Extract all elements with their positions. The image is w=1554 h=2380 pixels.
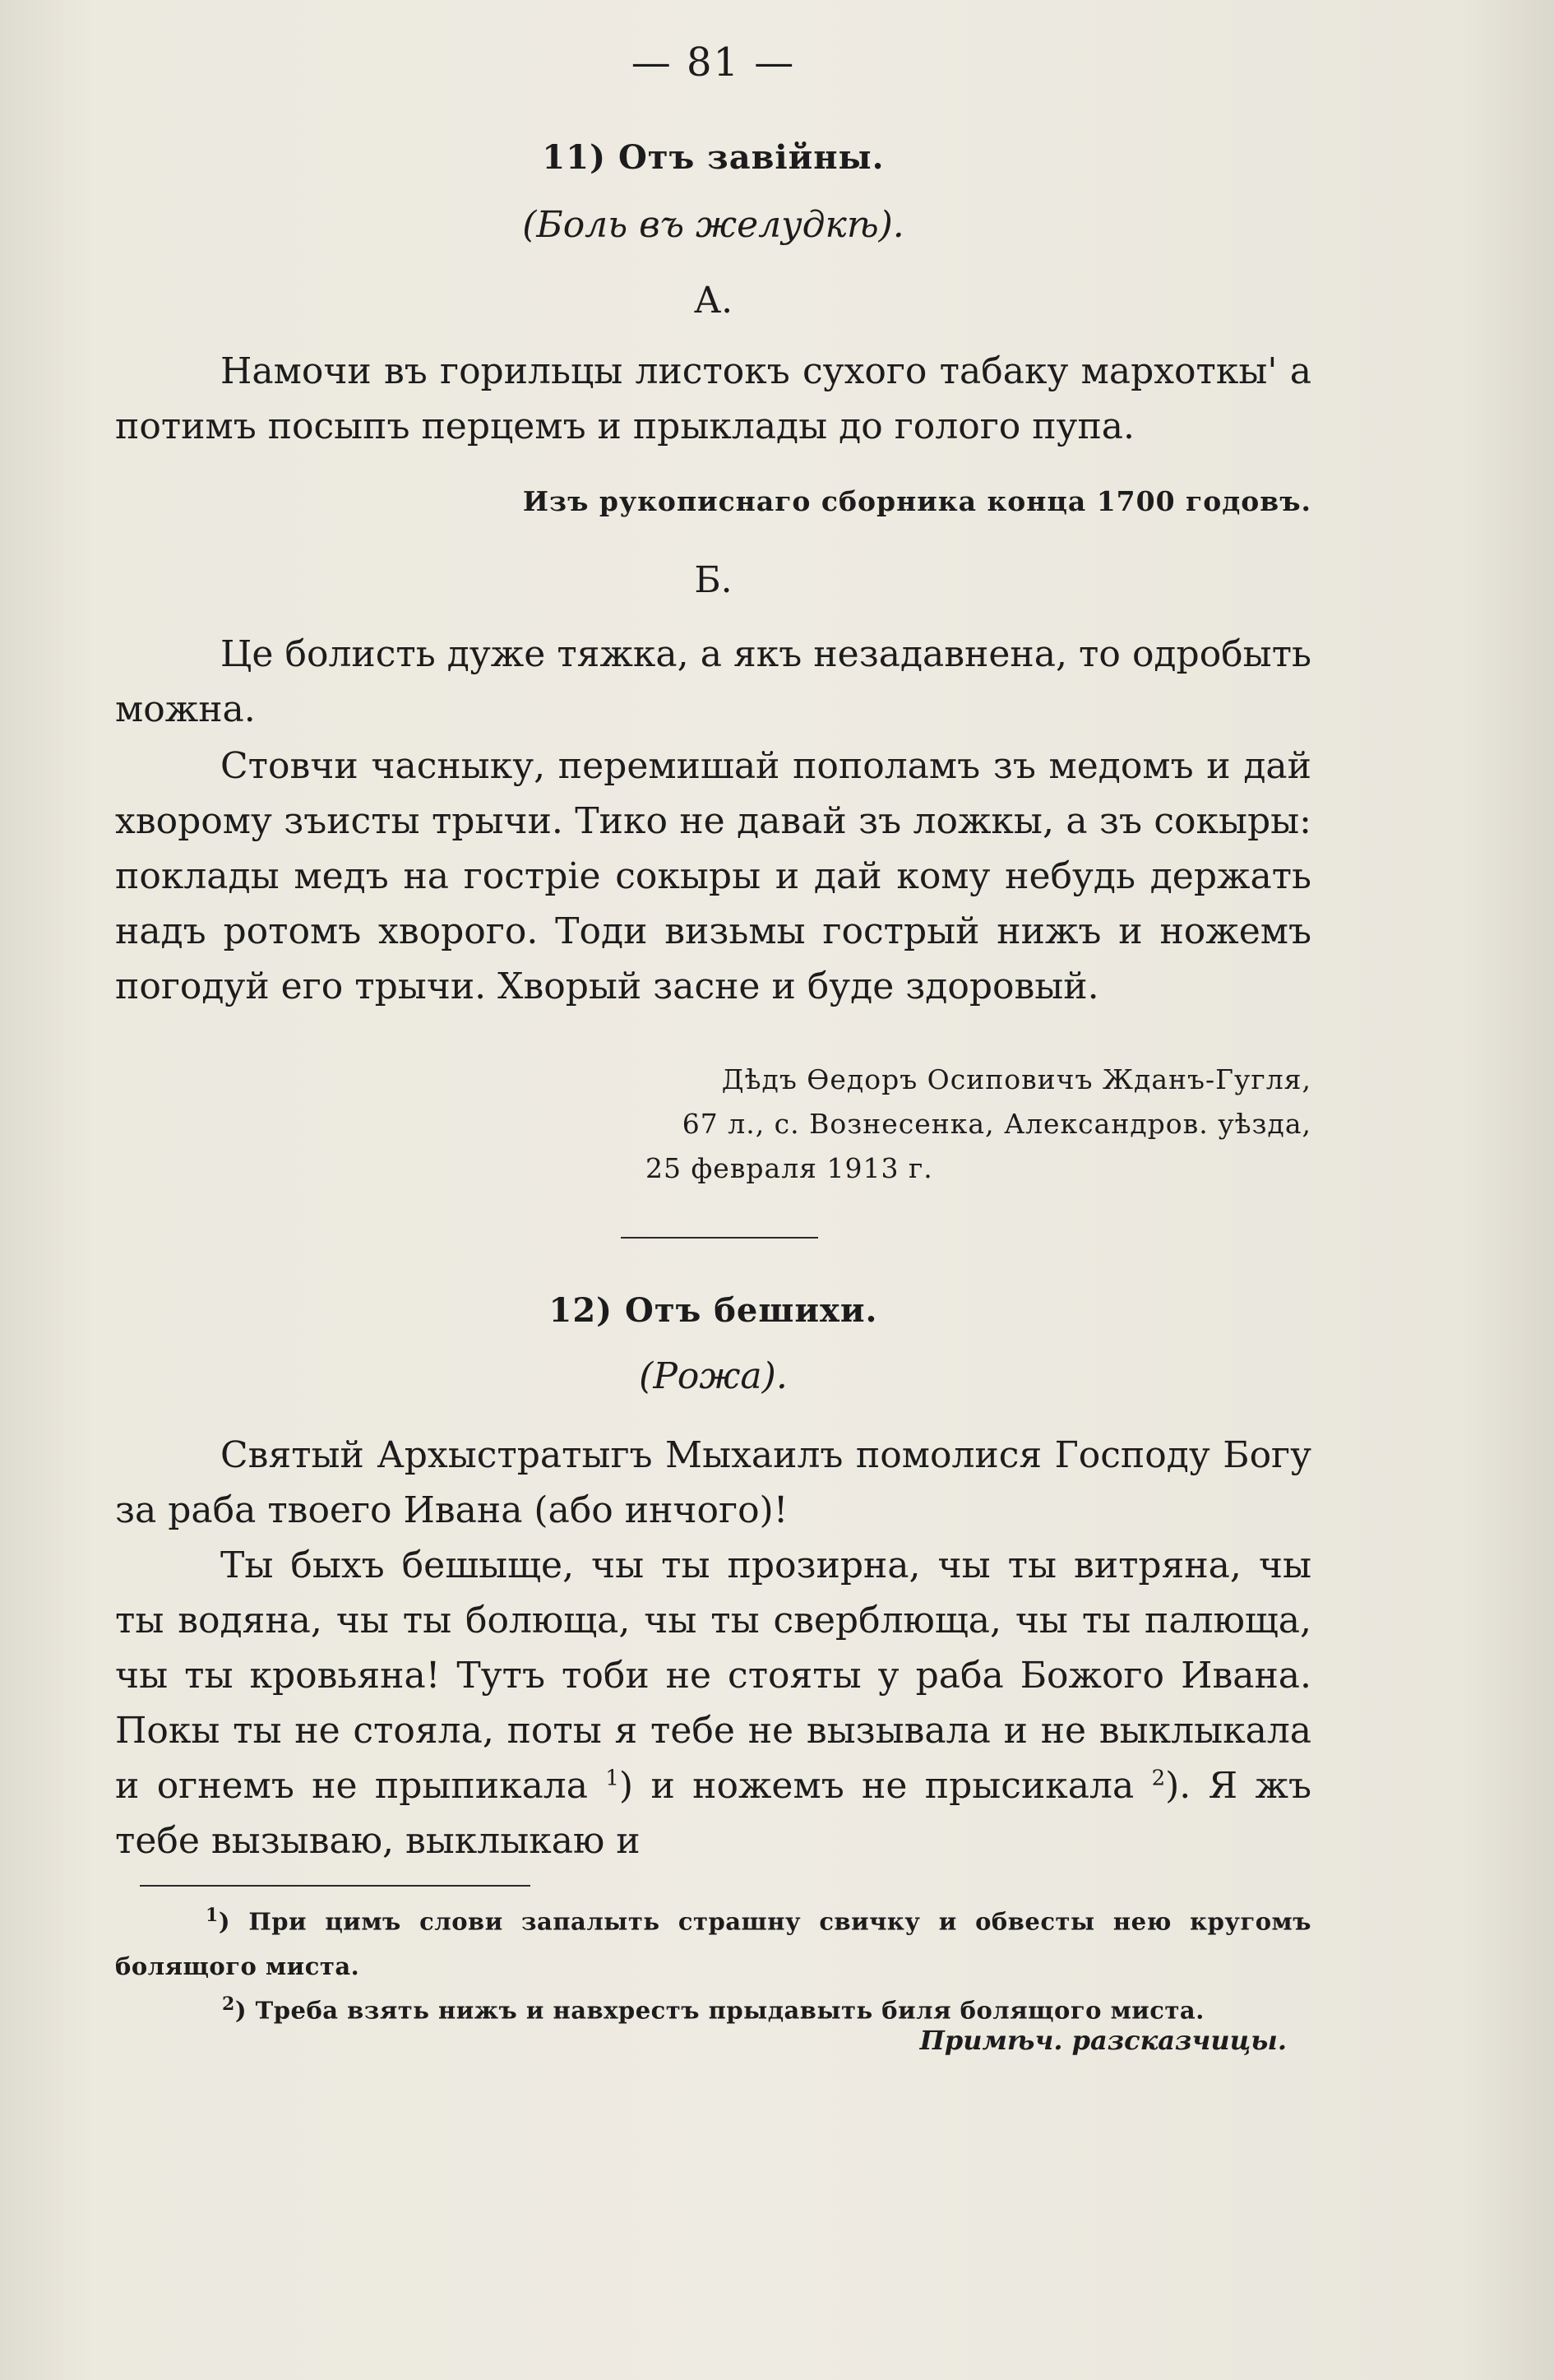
part-a-paragraph: Намочи въ горильцы листокъ сухого табаку мархоткы' а потимъ посыпъ перцемъ и прыклады до голого пупа.	[115, 350, 1311, 447]
section-12-paragraph-2-text-a: Ты быхъ бешыще, чы ты прозирна, чы ты витряна, чы ты водяна, чы ты болюща, чы ты сверблюща, чы ты палюща, чы ты кровьяна! Тутъ тоби не стояты у раба Божого Ивана. Покы ты не стояла, поты я тебе не вызывала и не выклыкала и огнемъ не прыпикала	[115, 1544, 1311, 1807]
footnote-2-marker: 2	[222, 1993, 235, 2015]
footnote-marker-1: 1	[605, 1766, 619, 1791]
page-number: — 81 —	[631, 39, 796, 86]
signature-line-1: Дѣдъ Өедоръ Осиповичъ Жданъ-Гугля,	[721, 1063, 1311, 1095]
part-a-source: Изъ рукописнаго сборника конца 1700 годовъ.	[522, 485, 1311, 517]
section-11-title: 11) Отъ завійны.	[542, 138, 885, 177]
footnote-1-marker: 1	[206, 1905, 219, 1926]
signature-block	[571, 1058, 1311, 1191]
section-12-paragraph-2	[115, 1538, 1311, 1868]
part-a-letter: А.	[693, 280, 733, 322]
section-12-subtitle: (Рожа).	[639, 1355, 788, 1397]
section-divider	[621, 1237, 818, 1239]
section-12-paragraph-2-text-b: ) и ножемъ не прысикала	[618, 1765, 1135, 1807]
section-12-title: 12) Отъ бешихи.	[548, 1291, 878, 1330]
section-12-paragraph-1: Святый Архыстратыгъ Мыхаилъ помолися Господу Богу за раба твоего Ивана (або инчого)!	[115, 1434, 1311, 1531]
part-b-letter: Б.	[694, 559, 733, 601]
part-b-paragraph-1: Це болисть дуже тяжка, а якъ незадавнена, то одробыть можна.	[115, 633, 1311, 730]
footnote-marker-2: 2	[1151, 1766, 1166, 1791]
footnote-separator	[140, 1885, 530, 1887]
footnote-1	[115, 1893, 1311, 1989]
signature-line-3: 25 февраля 1913 г.	[645, 1152, 933, 1184]
footnote-1-text: ) При цимъ слови запалыть страшну свичку и обвесты нею кругомъ болящого миста.	[115, 1907, 1311, 1980]
footnote-attribution: Примѣч. разсказчицы.	[919, 2025, 1287, 2056]
footnote-2-text: ) Треба взять нижъ и навхрестъ прыдавыть биля болящого миста.	[234, 1996, 1205, 2025]
signature-line-2: 67 л., с. Вознесенка, Александров. уѣзда,	[682, 1108, 1311, 1140]
part-b-paragraph-2: Стовчи часныку, перемишай пополамъ зъ медомъ и дай хворому зъисты трычи. Тико не давай зъ ложкы, а зъ сокыры: поклады медъ на гострiе сокыры и дай кому небудь держать надъ ротомъ хворого. Тоди визьмы гострый нижъ и ножемъ погодуй его трычи. Хворый засне и буде здоровый.	[115, 745, 1311, 1007]
section-11-subtitle: (Боль въ желудкѣ).	[522, 204, 904, 246]
section-12-paragraph-2-text-c: ). Я жъ тебе вызываю, выклыкаю и	[115, 1765, 1311, 1862]
